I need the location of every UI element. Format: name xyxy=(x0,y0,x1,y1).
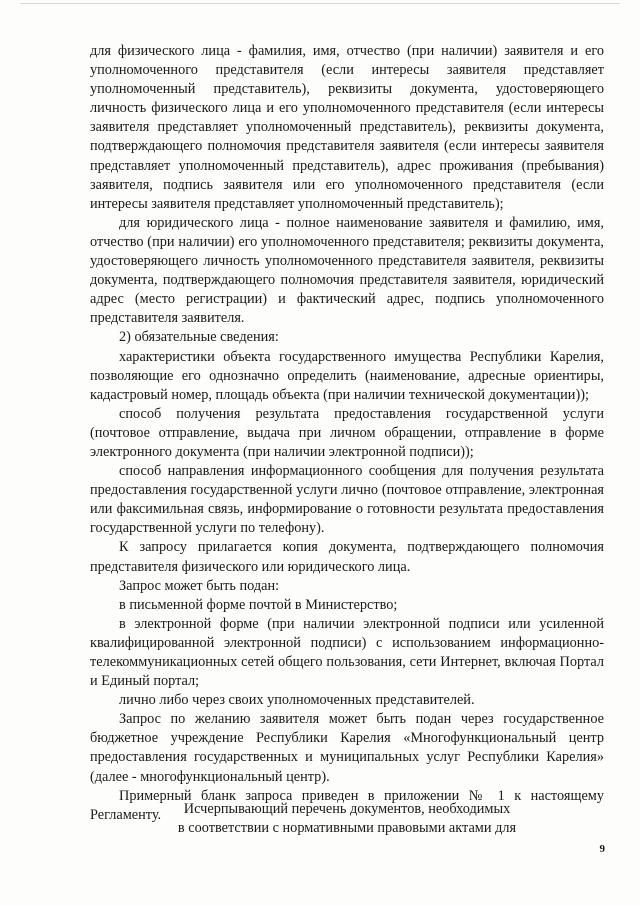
paragraph: Запрос по желанию заявителя может быть подан через государственное бюджетное учреждение Республики Карелия «Многофункциональный центр предоставления государственных и муниципальных услуг Республики Карелия» (далее - многофункциональный центр). xyxy=(90,711,604,785)
paragraph: для физического лица - фамилия, имя, отчество (при наличии) заявителя и его уполномоченного представителя (если интересы заявителя представляет уполномоченный представитель), реквизиты документа, удостоверяющего личность физического лица и его уполномоченного представителя (если интересы заявителя представляет уполномоченный представитель), реквизиты документа, подтверждающего полномочия представителя заявителя (если интересы заявителя представляет уполномоченный представитель), адрес проживания (пребывания) заявителя, подпись заявителя или его уполномоченного представителя (если интересы заявителя представляет уполномоченный представитель); xyxy=(90,43,604,212)
paragraph: в электронной форме (при наличии электронной подписи или усиленной квалифицированной электронной подписи) с использованием информационно-телекоммуникационных сетей общего пользования, сети Интернет, включая Портал и Единый портал; xyxy=(90,615,604,690)
paragraph: К запросу прилагается копия документа, подтверждающего полномочия представителя физического или юридического лица. xyxy=(90,539,604,575)
paragraph: лично либо через своих уполномоченных представителей. xyxy=(119,692,475,709)
paragraph: 2) обязательные сведения: xyxy=(119,329,279,346)
paragraph: Примерный бланк запроса приведен в приложении № 1 к настоящему Регламенту. xyxy=(90,787,604,823)
paragraph: способ направления информационного сообщения для получения результата предоставления государственной услуги лично (почтовое отправление, электронная или факсимильная связь, информирование о готовности результата предоставления государственной услуги по телефону). xyxy=(90,463,604,537)
top-rule xyxy=(20,3,620,4)
paragraph: Запрос может быть подан: xyxy=(119,577,280,594)
paragraph: характеристики объекта государственного имущества Республики Карелия, позволяющие его однозначно определить (наименование, адресные ориентиры, кадастровый номер, площадь объекта (при наличии технической документации)); xyxy=(90,348,604,403)
body-text xyxy=(90,42,604,825)
paragraph: в письменной форме почтой в Министерство; xyxy=(119,596,398,613)
section-heading-line: Исчерпывающий перечень документов, необходимых xyxy=(183,801,511,817)
page-number: 9 xyxy=(599,843,605,855)
paragraph: способ получения результата предоставления государственной услуги (почтовое отправление, выдача при личном обращении, отправление в форме электронного документа (при наличии электронной подписи)); xyxy=(90,405,604,460)
section-heading-line: в соответствии с нормативными правовыми актами для xyxy=(177,820,517,836)
paragraph: для юридического лица - полное наименование заявителя и фамилию, имя, отчество (при наличии) его уполномоченного представителя; реквизиты документа, удостоверяющего личность уполномоченного представителя заявителя, реквизиты документа, подтверждающего полномочия представителя заявителя, юридический адрес (место регистрации) и фактический адрес, подпись уполномоченного представителя заявителя. xyxy=(90,214,604,327)
